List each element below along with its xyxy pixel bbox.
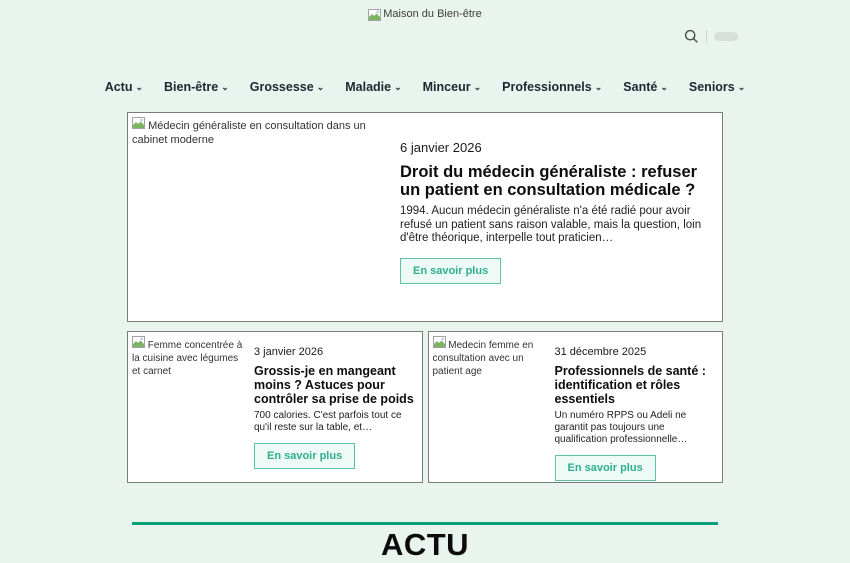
featured-article-image — [128, 113, 394, 321]
broken-image-icon — [368, 9, 381, 24]
nav-item-seniors[interactable] — [689, 80, 745, 94]
nav-label: Seniors — [688, 80, 735, 94]
content-area — [127, 112, 723, 563]
chevron-down-icon: ⌄ — [737, 81, 746, 92]
nav-item-maladie[interactable] — [345, 80, 401, 94]
featured-article-content — [394, 113, 722, 321]
read-more-button[interactable]: En savoir plus — [400, 258, 501, 284]
nav-item-professionnels[interactable] — [502, 80, 602, 94]
toggle-pill[interactable] — [714, 32, 738, 41]
site-header — [0, 0, 850, 94]
image-alt-text: Femme concentrée à la cuisine avec légumes et carnet — [132, 340, 243, 377]
article-card-content — [252, 332, 422, 482]
logo-alt-text: Maison du Bien-être — [383, 8, 482, 20]
article-card-content — [553, 332, 723, 482]
read-more-button[interactable]: En savoir plus — [555, 455, 656, 481]
article-title-link[interactable]: Droit du médecin généraliste : refuser un patient en consultation médicale ? — [400, 163, 698, 200]
read-more-button[interactable]: En savoir plus — [254, 443, 355, 469]
article-title-link[interactable]: Grossis-je en mangeant moins ? Astuces pour contrôler sa prise de poids — [254, 364, 414, 406]
nav-label: Minceur — [422, 80, 471, 94]
nav-label: Grossesse — [249, 80, 314, 94]
article-excerpt: 1994. Aucun médecin généraliste n'a été radié pour avoir refusé un patient sans raison valable, mais la question, loin d'être théorique, interpelle tout praticien… — [400, 205, 702, 245]
nav-item-bien-etre[interactable] — [164, 80, 229, 94]
article-date: 3 janvier 2026 — [254, 346, 324, 358]
chevron-down-icon: ⌄ — [221, 81, 229, 92]
chevron-down-icon: ⌄ — [660, 81, 668, 92]
article-excerpt: Un numéro RPPS ou Adeli ne garantit pas toujours une qualification professionnelle… — [554, 410, 688, 446]
article-card — [127, 331, 423, 483]
site-logo[interactable] — [368, 8, 481, 24]
nav-item-actu[interactable] — [105, 80, 143, 94]
chevron-down-icon: ⌄ — [316, 81, 325, 92]
article-excerpt: 700 calories. C'est parfois tout ce qu'il reste sur la table, et… — [254, 410, 402, 434]
chevron-down-icon: ⌄ — [594, 81, 603, 92]
chevron-down-icon: ⌄ — [473, 81, 482, 92]
nav-item-grossesse[interactable] — [250, 80, 324, 94]
nav-label: Bien-être — [164, 80, 219, 94]
image-alt-text: Medecin femme en consultation avec un patient age — [432, 340, 534, 377]
broken-image-icon — [132, 336, 145, 352]
actu-section-header — [127, 522, 723, 563]
search-icon[interactable] — [684, 29, 699, 44]
nav-label: Santé — [623, 80, 658, 94]
article-cards-row — [127, 331, 723, 483]
broken-image-icon — [433, 336, 446, 352]
section-divider — [132, 522, 718, 525]
image-alt-text: Médecin généraliste en consultation dans un cabinet moderne — [132, 120, 366, 147]
featured-article-card — [127, 112, 723, 322]
nav-label: Actu — [104, 80, 133, 94]
article-card — [428, 331, 724, 483]
nav-label: Maladie — [345, 80, 392, 94]
chevron-down-icon: ⌄ — [394, 81, 402, 92]
nav-item-sante[interactable] — [623, 80, 668, 94]
section-title: ACTU — [380, 527, 470, 562]
article-date: 6 janvier 2026 — [400, 140, 482, 155]
nav-item-minceur[interactable] — [423, 80, 481, 94]
header-actions — [684, 29, 738, 44]
broken-image-icon — [132, 117, 145, 133]
chevron-down-icon: ⌄ — [135, 81, 144, 92]
article-image — [128, 332, 252, 482]
article-image — [429, 332, 553, 482]
nav-label: Professionnels — [502, 80, 592, 94]
main-nav — [0, 80, 850, 94]
article-date: 31 décembre 2025 — [554, 346, 647, 358]
article-title-link[interactable]: Professionnels de santé : identification et rôles essentiels — [554, 364, 706, 406]
header-divider — [706, 30, 707, 43]
